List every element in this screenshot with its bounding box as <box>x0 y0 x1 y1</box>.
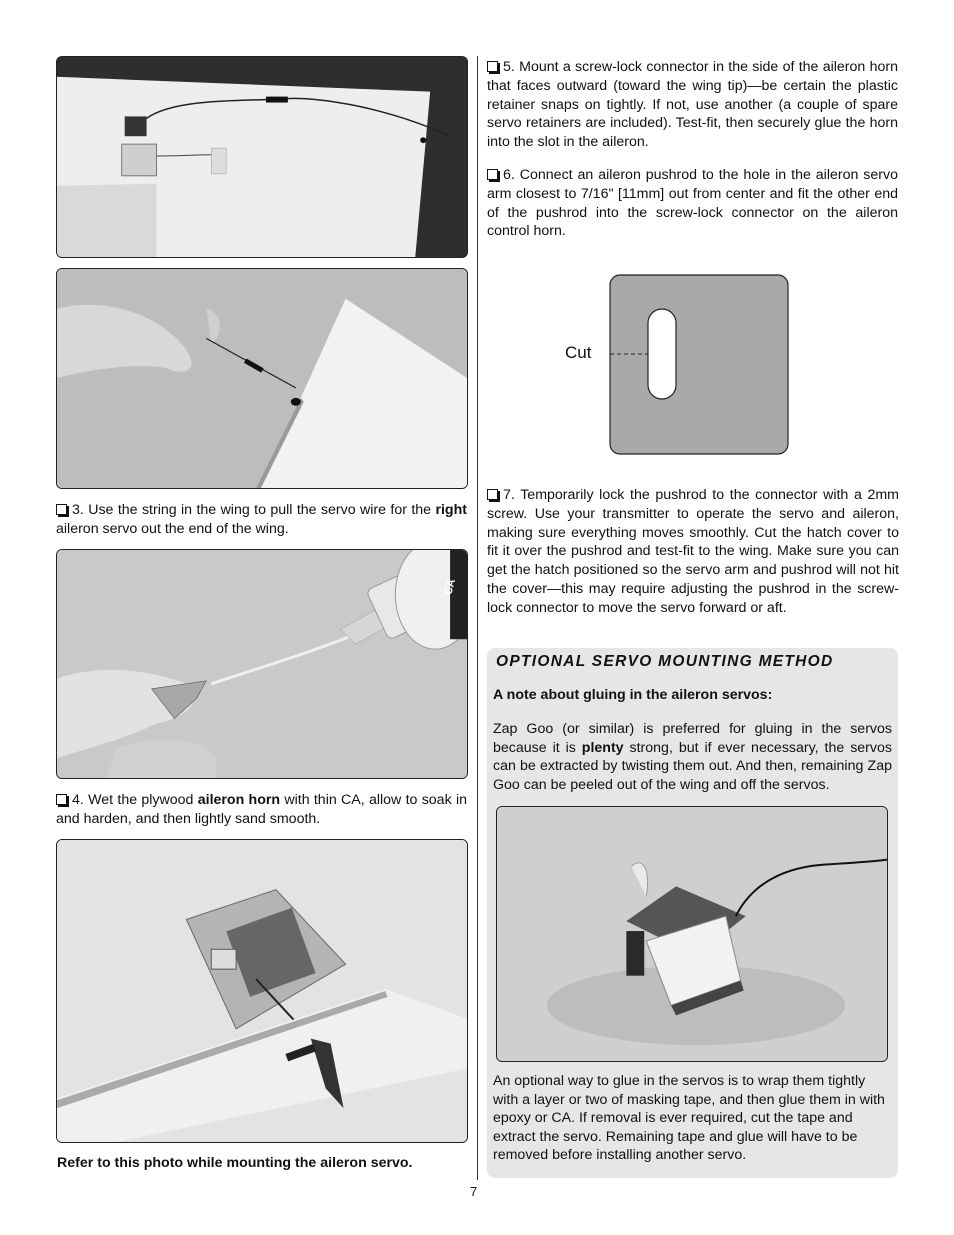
checkbox-icon[interactable] <box>56 504 67 515</box>
optional-paragraph-1: Zap Goo (or similar) is preferred for gluing in the servos because it is plenty strong, but if ever necessary, the servos can be extracted by twisting them out. And then, remaining Zap Goo can be peeled out of the wing and off the servos. <box>493 721 892 793</box>
page-number: 7 <box>470 1184 478 1199</box>
photo-wing-servo-wire <box>56 56 468 258</box>
checkbox-icon[interactable] <box>56 794 67 805</box>
checkbox-icon[interactable] <box>487 169 498 180</box>
column-divider <box>477 56 478 1180</box>
step-7-text: 7. Temporarily lock the pushrod to the connector with a 2mm screw. Use your transmitter to operate the servo and aileron, making sure everything moves smoothly. Cut the hatch cover to fit it over the pushrod and test-fit to the wing. Make sure you can get the hatch positioned so the servo arm and pushrod will not hit the cover—this may require adjusting the pushrod in the screw-lock connector to move the servo forward or aft. <box>487 487 899 616</box>
step-3-text: 3. Use the string in the wing to pull the servo wire for the right aileron servo out the end of the wing. <box>56 502 467 537</box>
optional-method-title: OPTIONAL SERVO MOUNTING METHOD <box>496 653 834 670</box>
checkbox-icon[interactable] <box>487 61 498 72</box>
photo-servo-wrapped-tape <box>496 806 888 1062</box>
ca-bottle-label: CA <box>442 577 458 597</box>
cut-label: Cut <box>565 343 592 362</box>
photo-caption: Refer to this photo while mounting the aileron servo. <box>57 1155 413 1171</box>
photo-ca-on-aileron-horn <box>56 549 468 779</box>
hatch-cut-diagram <box>560 274 800 456</box>
step-6-text: 6. Connect an aileron pushrod to the hole in the aileron servo arm closest to 7/16" [11mm] out from center and fit the other end of the pushrod into the screw-lock connector on the aileron control horn. <box>487 167 898 240</box>
photo-aileron-servo-mounted <box>56 839 468 1143</box>
optional-paragraph-2: An optional way to glue in the servos is to wrap them tightly with a layer or two of masking tape, and then glue them in with epoxy or CA. If removal is ever required, cut the tape and extract the servo. Remaining tape and glue will have to be removed before installing another servo. <box>493 1073 885 1164</box>
photo-pull-servo-wire <box>56 268 468 489</box>
checkbox-icon[interactable] <box>487 489 498 500</box>
optional-note-heading: A note about gluing in the aileron servos: <box>493 687 773 703</box>
step-5-text: 5. Mount a screw-lock connector in the side of the aileron horn that faces outward (toward the wing tip)—be certain the plastic retainer snaps on tightly. If not, use another (a couple of spare servo retainers are included). Test-fit, then securely glue the horn into the slot in the aileron. <box>487 59 898 151</box>
optional-method-box <box>487 648 898 1178</box>
step-4-text: 4. Wet the plywood aileron horn with thin CA, allow to soak in and harden, and then lightly sand smooth. <box>56 792 467 827</box>
